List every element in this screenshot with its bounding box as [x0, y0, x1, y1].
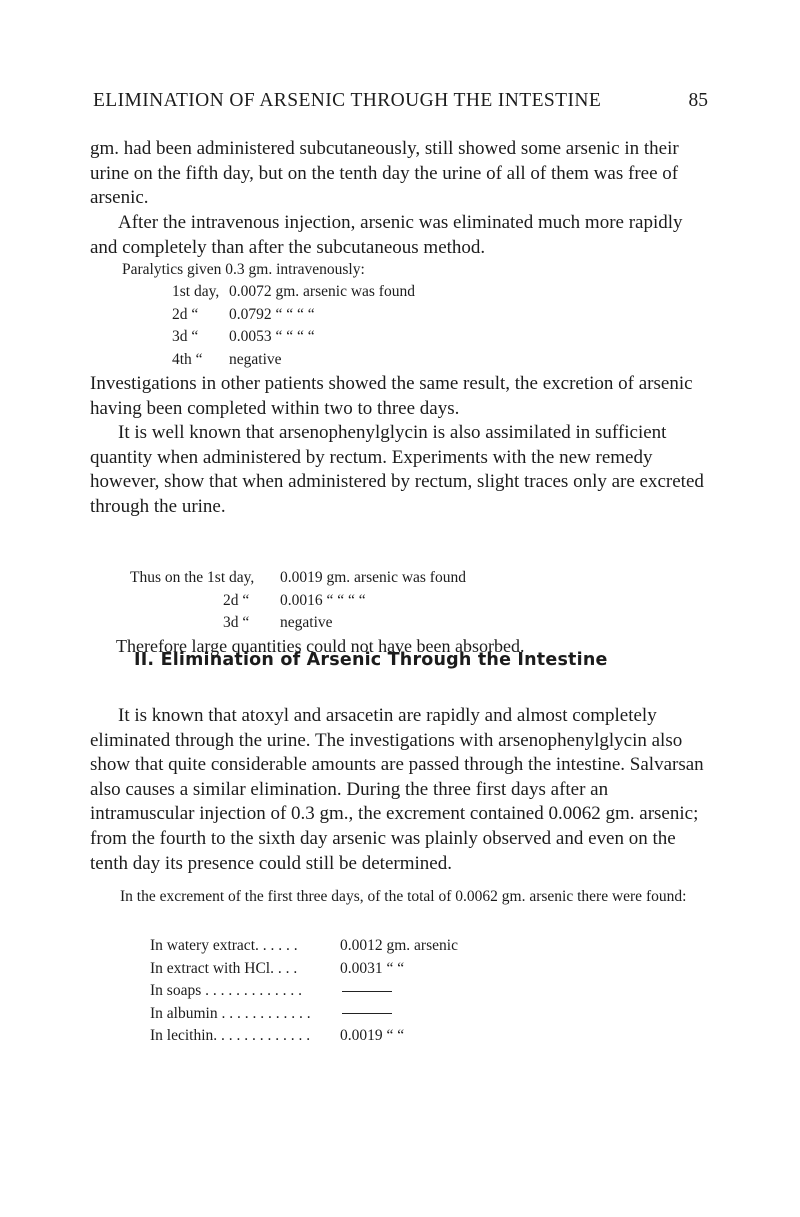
paragraph-1: gm. had been administered subcutaneously, still showed some arsenic in their urine on the fifth day, but on the tenth day the urine of all of them was free of arsenic. [90, 138, 679, 209]
running-title: ELIMINATION OF ARSENIC THROUGH THE INTESTINE [93, 90, 602, 111]
day-cell: 1st day, [172, 283, 220, 300]
intravenous-row [172, 281, 572, 304]
value-cell: 0.0016 “ “ “ “ [280, 591, 366, 609]
value-cell: negative [229, 350, 282, 368]
day-cell: 2d “ [223, 591, 250, 609]
paragraph-3: Investigations in other patients showed the same result, the excretion of arsenic having been completed within two to three days. [90, 373, 693, 419]
paragraph-2: After the intravenous injection, arsenic was eliminated much more rapidly and completely than after the subcutaneous method. [90, 212, 683, 258]
fraction-value: 0.0031 “ “ [340, 959, 405, 977]
section-heading: II. Elimination of Arsenic Through the Intestine [134, 650, 608, 670]
fraction-value: 0.0019 “ “ [340, 1027, 405, 1044]
day-cell: 3d “ [223, 614, 250, 631]
paragraph-5: Therefore large quantities could not have been absorbed. [116, 636, 525, 656]
day-cell: 3d “ [172, 328, 199, 345]
excrement-row [150, 935, 610, 958]
excrement-table [150, 935, 610, 1048]
paragraph-6: It is known that atoxyl and arsacetin are rapidly and almost completely eliminated through the urine. The investigations with arsenophenylglycin also show that quite considerable amounts are passed through the intestine. Salvarsan also causes a similar elimination. During the three first days after an intramuscular injection of 0.3 gm., the excrement contained 0.0062 gm. arsenic; from the fourth to the sixth day arsenic was plainly observed and even on the tenth day its presence could still be determined. [90, 705, 704, 874]
intravenous-row [172, 349, 572, 372]
day-cell: 2d “ [172, 305, 199, 323]
excrement-row [150, 958, 610, 981]
rectum-table [130, 567, 590, 635]
rectum-row [130, 567, 590, 590]
excrement-row [150, 1003, 610, 1026]
value-cell: 0.0792 “ “ “ “ [229, 305, 315, 323]
paragraph-7: In the excrement of the first three days, of the total of 0.0062 gm. arsenic there were found: [120, 888, 687, 905]
paragraph-4: It is well known that arsenophenylglycin is also assimilated in sufficient quantity when administered by rectum. Experiments with the new remedy however, show that when administered by rectum, slight traces only are excreted through the urine. [90, 422, 704, 517]
fraction-label: In albumin . . . . . . . . . . . . [150, 1004, 311, 1022]
empty-value-dash [342, 1003, 392, 1026]
day-cell: 4th “ [172, 350, 203, 368]
intravenous-table [172, 281, 572, 371]
rectum-row [130, 590, 590, 613]
value-cell: 0.0019 gm. arsenic was found [280, 569, 466, 586]
intravenous-row [172, 304, 572, 327]
value-cell: 0.0072 gm. arsenic was found [229, 283, 415, 300]
intravenous-row [172, 326, 572, 349]
value-cell: 0.0053 “ “ “ “ [229, 328, 315, 345]
excrement-row [150, 980, 610, 1003]
fraction-label: In lecithin. . . . . . . . . . . . . [150, 1027, 311, 1044]
fraction-value: 0.0012 gm. arsenic [340, 937, 458, 954]
intravenous-intro: Paralytics given 0.3 gm. intravenously: [122, 261, 365, 278]
empty-value-dash [342, 980, 392, 1003]
fraction-label: In soaps . . . . . . . . . . . . . [150, 982, 302, 999]
page-number: 85 [688, 90, 708, 111]
value-cell: negative [280, 614, 333, 631]
excrement-row [150, 1025, 610, 1048]
day-cell: Thus on the 1st day, [130, 569, 255, 586]
fraction-label: In watery extract. . . . . . [150, 937, 298, 954]
rectum-row [130, 612, 590, 635]
fraction-label: In extract with HCl. . . . [150, 959, 298, 977]
running-header [93, 90, 708, 116]
